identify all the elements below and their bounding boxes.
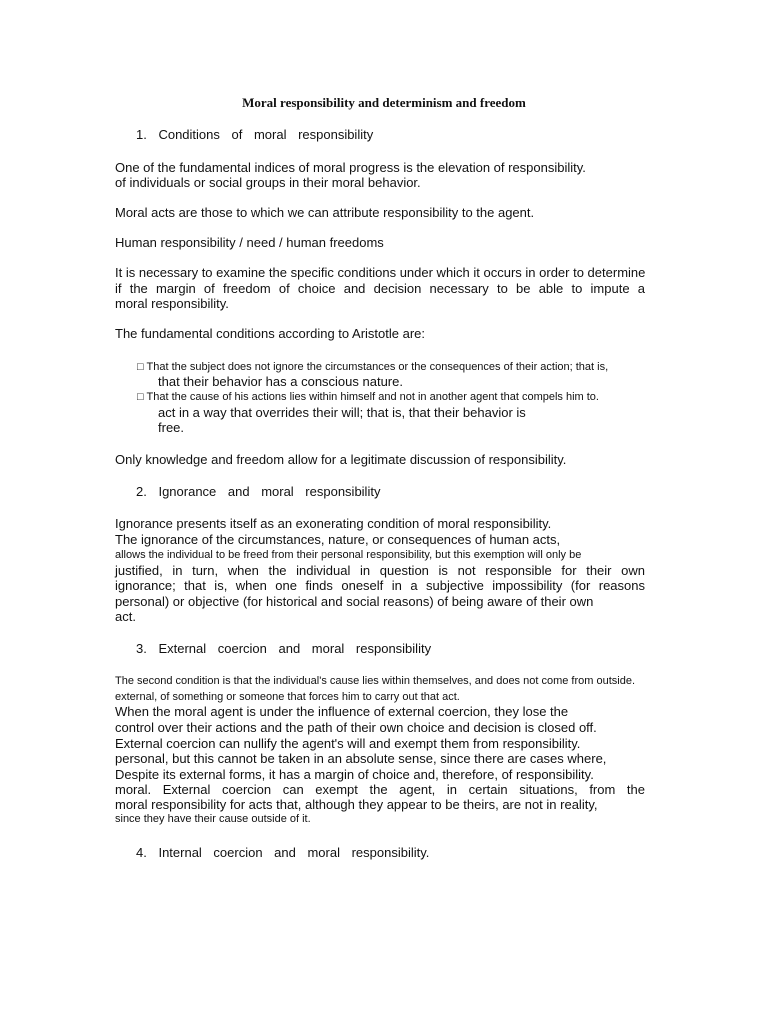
paragraph-line: act.: [115, 609, 136, 624]
paragraph-line: Moral acts are those to which we can attribute responsibility to the agent.: [115, 205, 535, 220]
paragraph-line: ignorance; that is, when one finds oneself in a subjective impossibility (for reasons: [115, 578, 645, 593]
paragraph-line: Ignorance presents itself as an exonerating condition of moral responsibility.: [115, 516, 552, 531]
bullet-continuation: act in a way that overrides their will; that is, that their behavior is: [158, 405, 526, 420]
paragraph-line: external, of something or someone that forces him to carry out that act.: [115, 691, 460, 703]
section-heading-2: 2. Ignorance and moral responsibility: [136, 484, 381, 499]
bullet-item: □ That the subject does not ignore the circumstances or the consequences of their action; that is,: [137, 361, 609, 373]
paragraph-line: The fundamental conditions according to Aristotle are:: [115, 326, 426, 341]
paragraph-line: personal) or objective (for historical and social reasons) of being aware of their own: [115, 594, 594, 609]
paragraph-line: moral responsibility for acts that, although they appear to be theirs, are not in reality,: [115, 797, 598, 812]
paragraph-line: if the margin of freedom of choice and decision necessary to be able to impute a: [115, 281, 645, 296]
paragraph-line: One of the fundamental indices of moral progress is the elevation of responsibility.: [115, 160, 586, 175]
paragraph-line: The second condition is that the individual's cause lies within themselves, and does not come from outside.: [115, 675, 635, 687]
paragraph-line: When the moral agent is under the influence of external coercion, they lose the: [115, 704, 569, 719]
section-heading-4: 4. Internal coercion and moral responsibility.: [136, 845, 430, 860]
paragraph-line: allows the individual to be freed from their personal responsibility, but this exemption will only be: [115, 549, 582, 561]
paragraph-line: Only knowledge and freedom allow for a legitimate discussion of responsibility.: [115, 452, 567, 467]
section-heading-1: 1. Conditions of moral responsibility: [136, 127, 374, 142]
paragraph-line: Human responsibility / need / human freedoms: [115, 235, 384, 250]
paragraph-line: control over their actions and the path of their own choice and decision is closed off.: [115, 720, 597, 735]
bullet-continuation: that their behavior has a conscious nature.: [158, 374, 403, 389]
paragraph-line: It is necessary to examine the specific conditions under which it occurs in order to determine: [115, 265, 646, 280]
bullet-item: □ That the cause of his actions lies within himself and not in another agent that compels him to.: [137, 391, 599, 403]
paragraph-line: personal, but this cannot be taken in an absolute sense, since there are cases where,: [115, 751, 607, 766]
paragraph-line: since they have their cause outside of it.: [115, 813, 311, 825]
paragraph-line: moral. External coercion can exempt the agent, in certain situations, from the: [115, 782, 645, 797]
paragraph-line: The ignorance of the circumstances, nature, or consequences of human acts,: [115, 532, 561, 547]
paragraph-line: justified, in turn, when the individual in question is not responsible for their own: [115, 563, 645, 578]
paragraph-line: of individuals or social groups in their moral behavior.: [115, 175, 421, 190]
paragraph-line: moral responsibility.: [115, 296, 229, 311]
section-heading-3: 3. External coercion and moral responsibility: [136, 641, 432, 656]
bullet-continuation: free.: [158, 420, 185, 435]
paragraph-line: External coercion can nullify the agent's will and exempt them from responsibility.: [115, 736, 581, 751]
paragraph-line: Despite its external forms, it has a margin of choice and, therefore, of responsibility.: [115, 767, 594, 782]
page-title: Moral responsibility and determinism and freedom: [242, 95, 526, 110]
